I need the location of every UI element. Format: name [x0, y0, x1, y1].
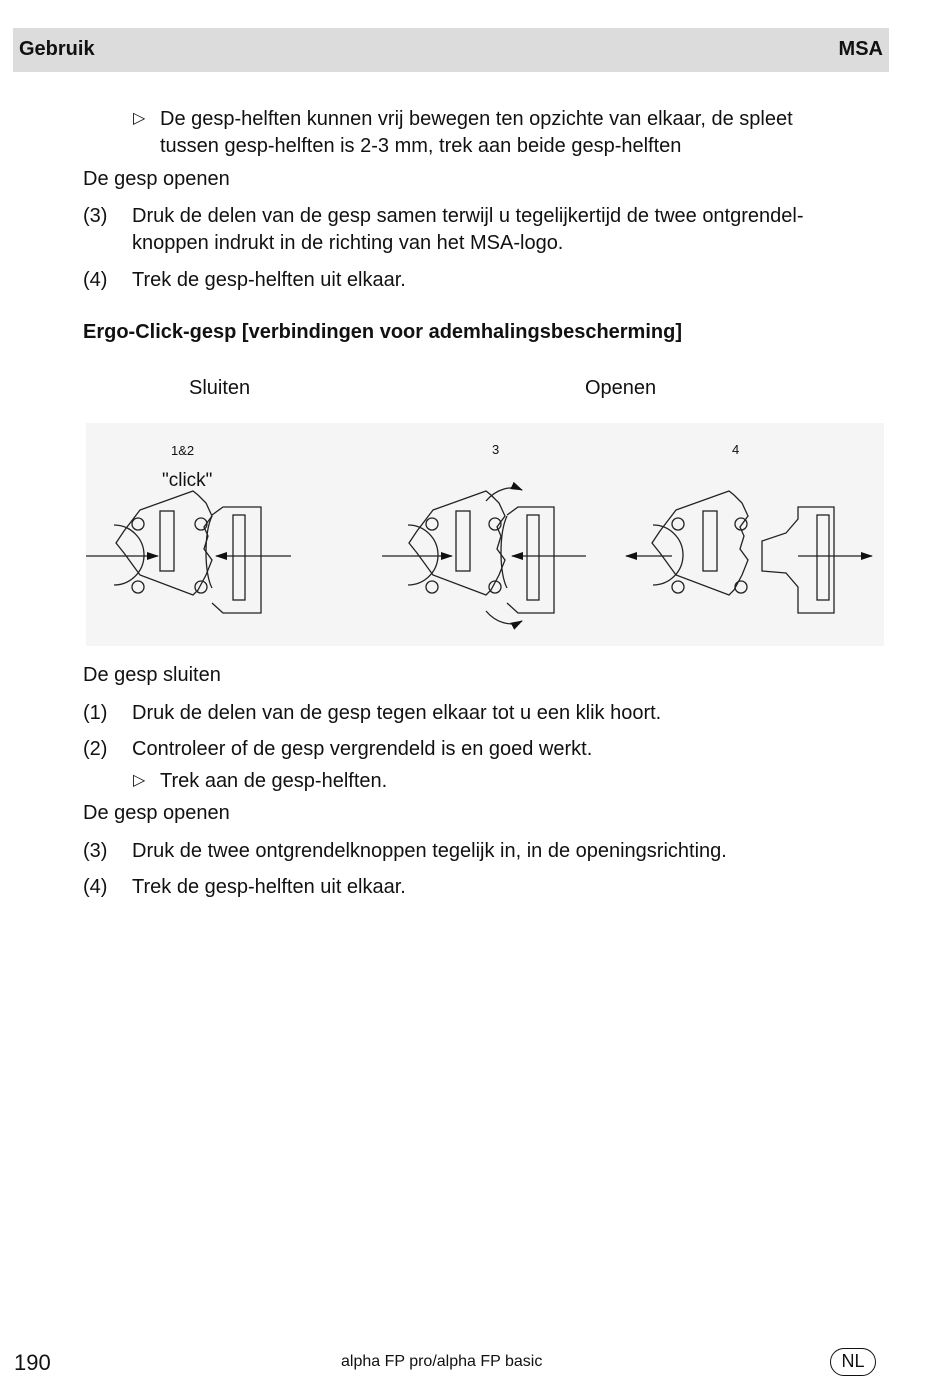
page-number: 190	[14, 1350, 51, 1375]
page-header	[13, 28, 889, 72]
bullet-text: Trek aan de gesp-helften.	[160, 770, 388, 792]
subheading-open: De gesp openen	[83, 802, 230, 824]
step-number: (2)	[83, 738, 108, 760]
figure-step-12: 1&2	[171, 443, 195, 458]
triangle-right-icon: ▷	[133, 110, 146, 127]
step-number: (1)	[83, 702, 108, 724]
step-number: (3)	[83, 205, 108, 227]
step-text: Trek de gesp-helften uit elkaar.	[132, 269, 406, 291]
step-text: Druk de twee ontgrendelknoppen tegelijk in, in de openingsrichting.	[132, 840, 727, 862]
figure-click-label: "click"	[162, 470, 213, 491]
step-number: (4)	[83, 876, 108, 898]
section-heading: Ergo-Click-gesp [verbindingen voor ademhalingsbescherming]	[83, 321, 682, 343]
language-badge: NL	[830, 1348, 876, 1376]
figure-step-4: 4	[732, 442, 740, 457]
figure-label-open: Openen	[585, 377, 657, 399]
triangle-right-icon: ▷	[133, 772, 146, 789]
step-text: Druk de delen van de gesp samen terwijl u tegelijkertijd de twee ontgrendel-	[132, 205, 804, 227]
step-text: Trek de gesp-helften uit elkaar.	[132, 876, 406, 898]
bullet-text-line2: tussen gesp-helften is 2-3 mm, trek aan beide gesp-helften	[160, 135, 682, 157]
product-title: alpha FP pro/alpha FP basic	[341, 1353, 543, 1370]
figure-step-3: 3	[492, 442, 500, 457]
step-text: Druk de delen van de gesp tegen elkaar tot u een klik hoort.	[132, 702, 662, 724]
section-title: Gebruik	[19, 38, 95, 60]
bullet-text-line1: De gesp-helften kunnen vrij bewegen ten opzichte van elkaar, de spleet	[160, 108, 793, 130]
step-text: knoppen indrukt in de richting van het MSA-logo.	[132, 232, 564, 254]
buckle-step4-drawing	[652, 491, 834, 613]
brand-label: MSA	[838, 38, 883, 60]
step-text: Controleer of de gesp vergrendeld is en goed werkt.	[132, 738, 593, 760]
buckle-diagram	[86, 423, 884, 646]
subheading-close: De gesp sluiten	[83, 664, 221, 686]
buckle-figure	[86, 423, 884, 646]
figure-label-close: Sluiten	[189, 377, 251, 399]
buckle-closed-drawing	[114, 491, 261, 613]
subheading-open: De gesp openen	[83, 168, 230, 190]
step-number: (3)	[83, 840, 108, 862]
step-number: (4)	[83, 269, 108, 291]
